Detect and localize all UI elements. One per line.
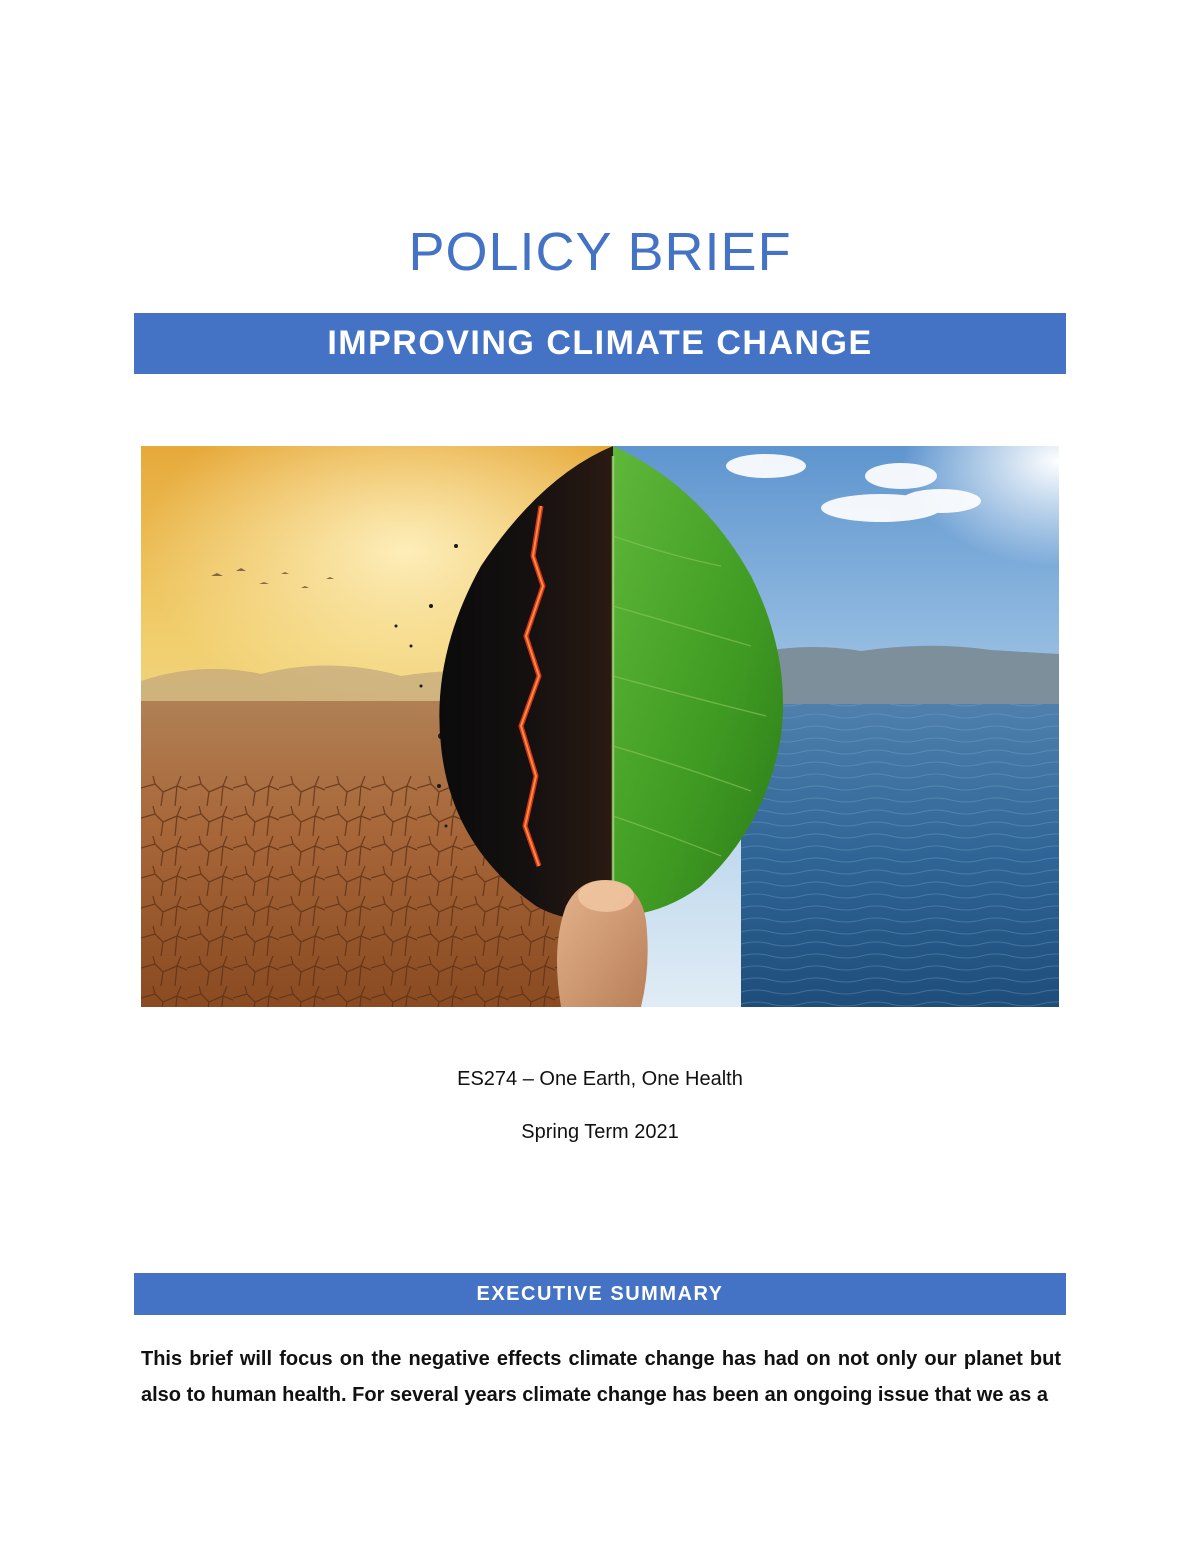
executive-summary-text: This brief will focus on the negative effects climate change has had on not only our planet but also to human health. For several years climate change has been an ongoing issue that we as a xyxy=(141,1348,1061,1406)
term-line: Spring Term 2021 xyxy=(521,1121,679,1143)
title-banner: IMPROVING CLIMATE CHANGE xyxy=(134,313,1066,374)
page-title: POLICY BRIEF xyxy=(408,222,792,282)
half-burnt-leaf-illustration xyxy=(141,446,1059,1007)
executive-summary-banner: EXECUTIVE SUMMARY xyxy=(134,1273,1066,1315)
course-line: ES274 – One Earth, One Health xyxy=(457,1068,743,1090)
cover-image xyxy=(141,446,1059,1007)
